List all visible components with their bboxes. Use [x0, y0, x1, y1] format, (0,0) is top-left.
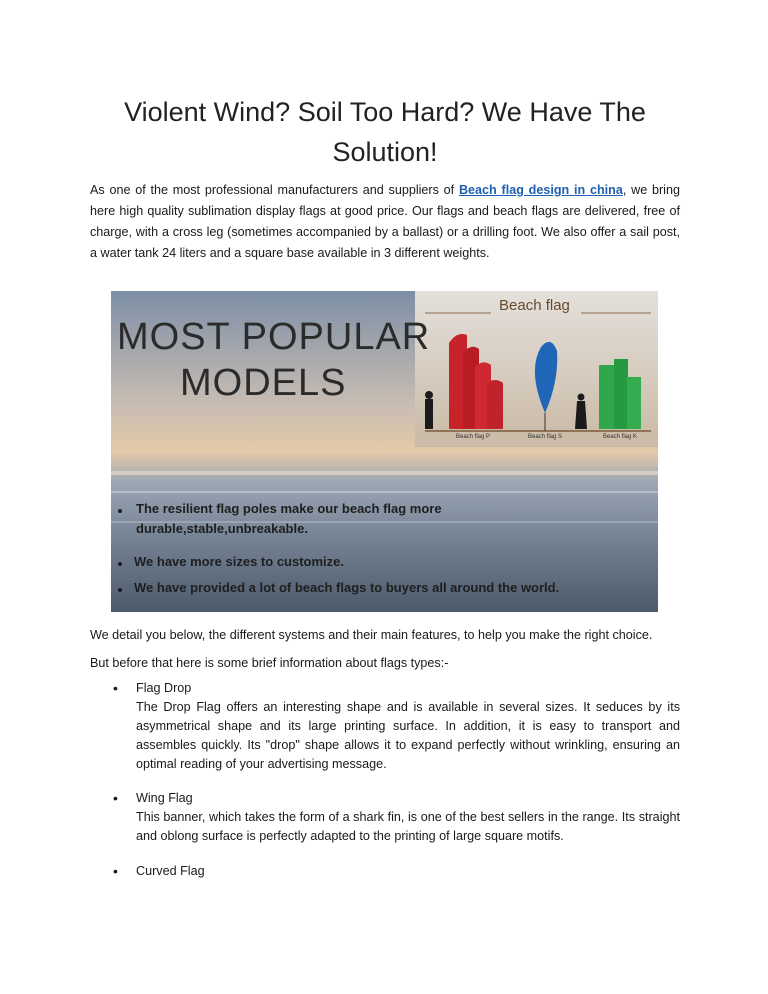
list-item-wing-flag — [136, 789, 680, 846]
banner-bullet-1-cont: durable,stable,unbreakable. — [136, 521, 308, 536]
flag-label-s: Beach flag S — [528, 434, 563, 440]
flag-label-p: Beach flag P — [456, 434, 491, 440]
beach-flag-design-link[interactable]: Beach flag design in china — [458, 183, 623, 197]
flag-label-k: Beach flag K — [603, 434, 638, 440]
intro-detail-paragraph: We detail you below, the different systems and their main features, to help you make the right choice. — [90, 628, 653, 642]
list-item-desc: This banner, which takes the form of a shark fin, is one of the best sellers in the range. Its straight and oblong surface is perfectly adapted to the printing of large square motifs. — [136, 810, 680, 843]
banner-bullet-3: We have provided a lot of beach flags to buyers all around the world. — [134, 580, 560, 595]
list-bullet: • — [113, 863, 118, 879]
banner-heading-line1: MOST POPULAR — [117, 316, 431, 358]
page-title: Violent Wind? Soil Too Hard? We Have The Solution! — [124, 97, 646, 167]
list-bullet: • — [113, 790, 118, 806]
list-bullet: • — [113, 680, 118, 696]
intro-text-after: , we bring here high quality sublimation display flags at good price. Our flags and beach flags are delivered, free of charge, with a cross leg (sometimes accompanied by a ballast) or a drilling foot. We also offer a sail post, a water tank 24 liters and a square base available in 3 different weights. — [90, 183, 680, 260]
intro-paragraph — [90, 180, 680, 264]
list-item-name: Flag Drop — [136, 681, 192, 695]
intro-text-before: As one of the most professional manufacturers and suppliers of — [90, 183, 459, 197]
list-item-curved-flag — [136, 862, 680, 881]
flag-types-intro: But before that here is some brief information about flags types:- — [90, 656, 449, 670]
list-item-name: Curved Flag — [136, 864, 205, 878]
banner-bullet-2: We have more sizes to customize. — [134, 554, 344, 569]
banner-bullet-1: The resilient flag poles make our beach flag more — [136, 501, 442, 516]
list-item-flag-drop — [136, 679, 680, 774]
banner-heading-line2: MODELS — [180, 362, 347, 404]
list-item-name: Wing Flag — [136, 791, 193, 805]
list-item-desc: The Drop Flag offers an interesting shape and is available in several sizes. It seduces by its asymmetrical shape and its large printing surface. In addition, it is easy to transport and assembles quickly. Its "drop" shape allows it to expand perfectly without wrinkling, ensuring an optimal reading of your advertising message. — [136, 700, 680, 771]
banner-panel-title: Beach flag — [499, 297, 570, 314]
